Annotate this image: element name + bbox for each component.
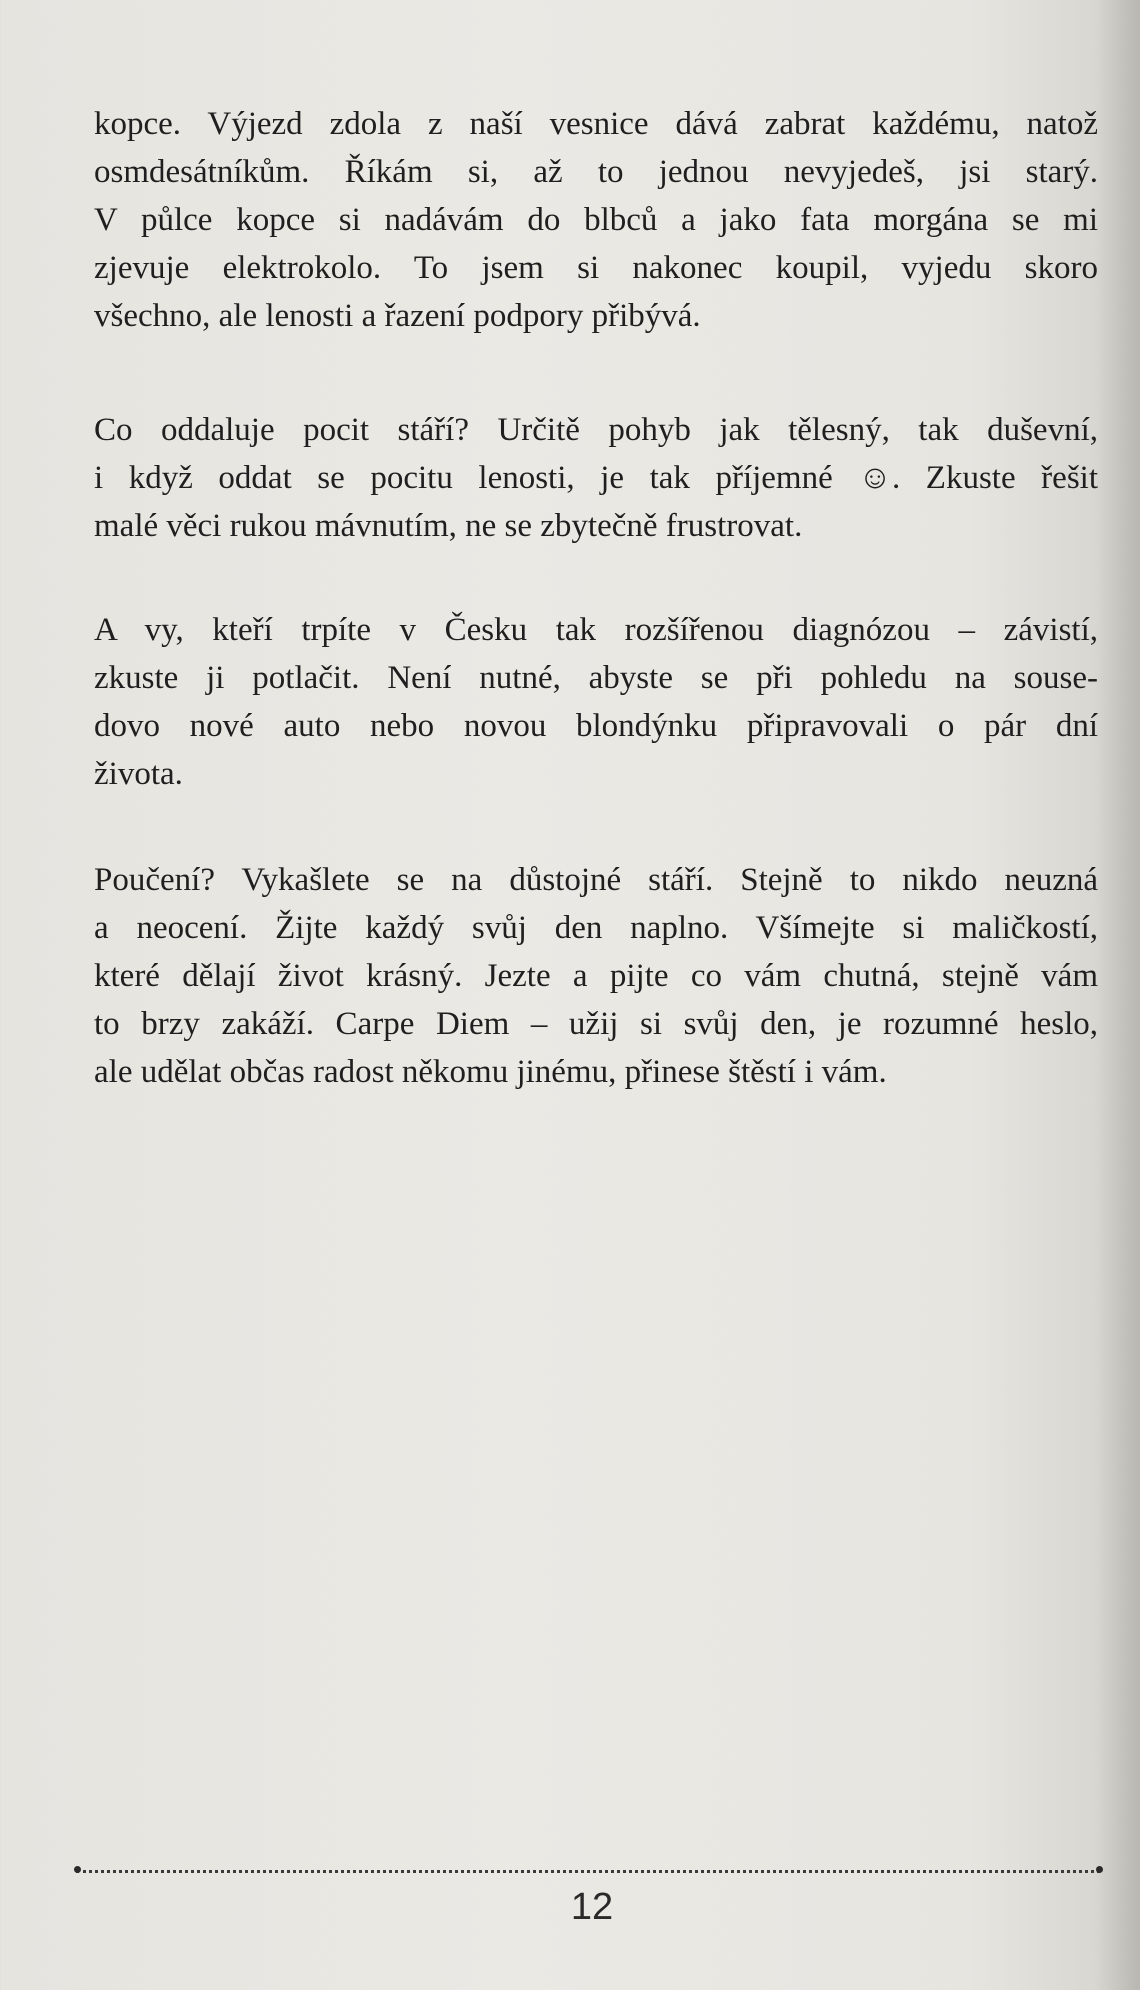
text-line: malé věci rukou mávnutím, ne se zbytečně frustrovat. <box>94 508 803 544</box>
text-line: Poučení? Vykašlete se na důstojné stáří. Stejně to nikdo neuzná <box>94 862 1098 898</box>
text-line: zkuste ji potlačit. Není nutné, abyste se při pohledu na souse- <box>94 660 1098 696</box>
text-line: Co oddaluje pocit stáří? Určitě pohyb jak tělesný, tak duševní, <box>94 412 1098 448</box>
text-line: i když oddat se pocitu lenosti, je tak příjemné ☺. Zkuste řešit <box>94 460 1098 496</box>
text-line: osmdesátníkům. Říkám si, až to jednou nevyjedeš, jsi starý. <box>94 154 1098 190</box>
text-line: dovo nové auto nebo novou blondýnku připravovali o pár dní <box>94 708 1098 744</box>
text-line: všechno, ale lenosti a řazení podpory přibývá. <box>94 298 701 334</box>
paragraph-3 <box>94 606 1098 798</box>
text-line: života. <box>94 756 183 792</box>
text-line: zjevuje elektrokolo. To jsem si nakonec koupil, vyjedu skoro <box>94 250 1098 286</box>
rule-end-dot <box>74 1866 81 1873</box>
text-line: V půlce kopce si nadávám do blbců a jako fata morgána se mi <box>94 202 1098 238</box>
rule-end-dot <box>1096 1866 1103 1873</box>
paragraph-1 <box>94 100 1098 340</box>
paragraph-2 <box>94 406 1098 550</box>
paragraph-4 <box>94 856 1098 1096</box>
text-line: A vy, kteří trpíte v Česku tak rozšířenou diagnózou – závistí, <box>94 612 1098 648</box>
footer-dotted-rule <box>76 1870 1100 1873</box>
page-number: 12 <box>570 1886 614 1928</box>
text-line: ale udělat občas radost někomu jinému, přinese štěstí i vám. <box>94 1054 887 1090</box>
text-line: kopce. Výjezd zdola z naší vesnice dává zabrat každému, natož <box>94 106 1098 142</box>
text-line: a neocení. Žijte každý svůj den naplno. Všímejte si maličkostí, <box>94 910 1098 946</box>
text-line: které dělají život krásný. Jezte a pijte co vám chutná, stejně vám <box>94 958 1098 994</box>
text-line: to brzy zakáží. Carpe Diem – užij si svůj den, je rozumné heslo, <box>94 1006 1098 1042</box>
